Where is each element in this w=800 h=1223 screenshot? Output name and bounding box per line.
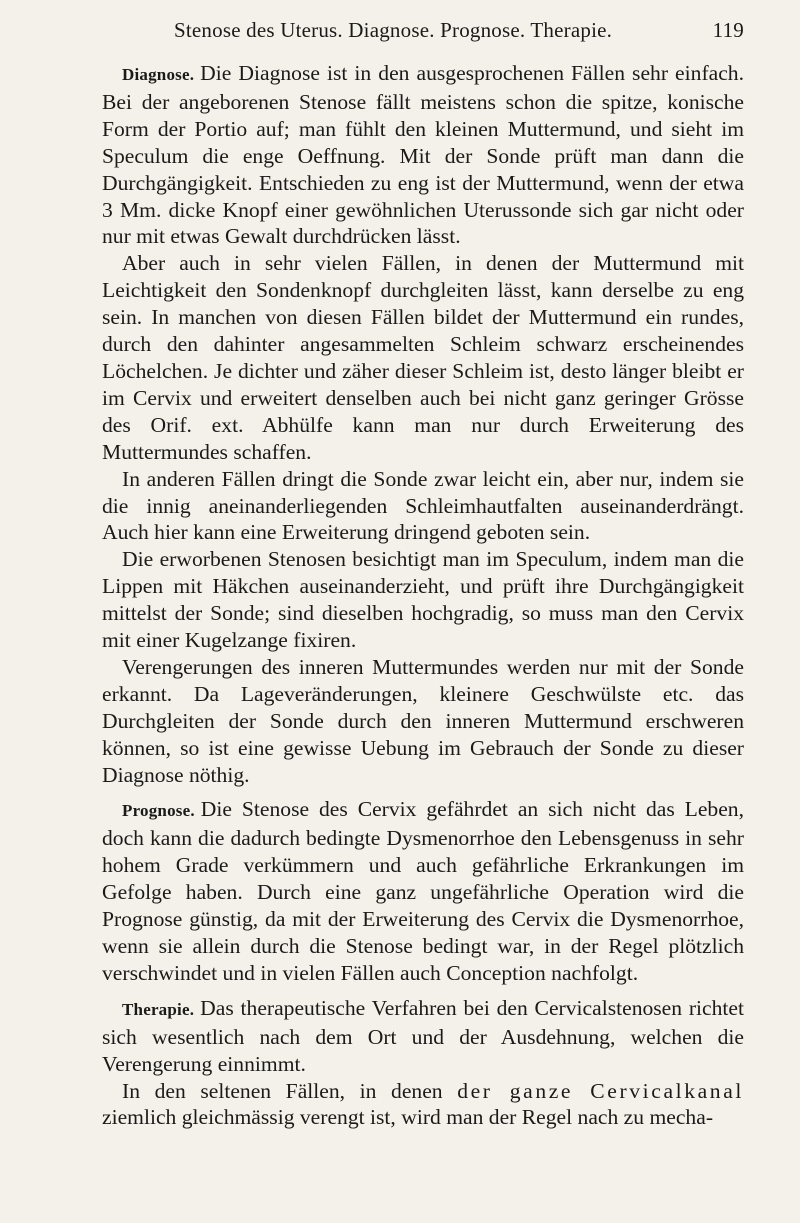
therapie-paragraph-2 xyxy=(102,1078,744,1132)
page-number: 119 xyxy=(712,18,744,42)
therapie-text-2-after: ziemlich gleichmässig verengt ist, wird man der Regel nach zu mecha- xyxy=(102,1105,714,1130)
running-head-title: Stenose des Uterus. Diagnose. Prognose. Therapie. xyxy=(174,18,613,42)
prognose-paragraph xyxy=(102,796,744,986)
therapie-text-2-before: In den seltenen Fällen, in denen xyxy=(122,1078,458,1103)
prognose-text: Die Stenose des Cervix gefährdet an sich nicht das Leben, doch kann die dadurch bedingte Dysmenorrhoe den Lebensgenuss in sehr hohem Grade verkümmern und auch gefährliche Erkrankungen im Gefolge haben. Durch eine ganz ungefährliche Operation wird die Prognose günstig, da mit der Erweiterung des Cervix die Dysmenorrhoe, wenn sie allein durch die Stenose bedingt war, in der Regel plötzlich verschwindet und in vielen Fällen auch Conception nachfolgt. xyxy=(102,797,744,985)
diagnose-text-1: Die Diagnose ist in den ausgesprochenen Fällen sehr einfach. Bei der angeborenen Stenose fällt meistens schon die spitze, konische Form der Portio auf; man fühlt den kleinen Muttermund, und sieht im Speculum die enge Oeffnung. Mit der Sonde prüft man dann die Durchgängigkeit. Entschieden zu eng ist der Muttermund, wenn der etwa 3 Mm. dicke Knopf einer gewöhnlichen Uterussonde sich gar nicht oder nur mit etwas Gewalt durchdrücken lässt. xyxy=(102,61,744,249)
diagnose-paragraph-5: Verengerungen des inneren Muttermundes werden nur mit der Sonde erkannt. Da Lageveränderungen, kleinere Geschwülste etc. das Durchgleiten der Sonde durch den inneren Muttermund erschweren können, so ist eine gewisse Uebung im Gebrauch der Sonde zu dieser Diagnose nöthig. xyxy=(102,654,744,787)
section-label-diagnose: Diagnose. xyxy=(122,65,195,84)
section-label-prognose: Prognose. xyxy=(122,801,195,821)
therapie-text-2-emphasis: der ganze Cervicalkanal xyxy=(457,1078,744,1103)
therapie-paragraph-1 xyxy=(102,995,744,1078)
diagnose-paragraph-3: In anderen Fällen dringt die Sonde zwar leicht ein, aber nur, indem sie die innig aneinanderliegenden Schleimhautfalten auseinanderdrängt. Auch hier kann eine Erweiterung dringend geboten sein. xyxy=(102,466,744,545)
diagnose-paragraph-4: Die erworbenen Stenosen besichtigt man im Speculum, indem man die Lippen mit Häkchen auseinanderzieht, und prüft ihre Durchgängigkeit mittelst der Sonde; sind dieselben hochgradig, so muss man den Cervix mit einer Kugelzange fixiren. xyxy=(102,547,744,653)
therapie-text-1: Das therapeutische Verfahren bei den Cervicalstenosen richtet sich wesentlich nach dem Ort und der Ausdehnung, welchen die Verengerung einnimmt. xyxy=(102,995,744,1076)
running-head xyxy=(102,0,744,54)
body-text xyxy=(102,60,744,1131)
diagnose-paragraph-2: Aber auch in sehr vielen Fällen, in denen der Muttermund mit Leichtigkeit den Sondenknopf durchgleiten lässt, kann derselbe zu eng sein. In manchen von diesen Fällen bildet der Muttermund ein rundes, durch den dahinter angesammelten Schleim schwarz erscheinendes Löchelchen. Je dichter und zäher dieser Schleim ist, desto länger bleibt er im Cervix und erweitert denselben auch bei nicht ganz geringer Grösse des Orif. ext. Abhülfe kann man nur durch Erweiterung des Muttermundes schaffen. xyxy=(102,251,744,464)
section-label-therapie: Therapie. xyxy=(122,999,195,1019)
diagnose-paragraph-1 xyxy=(102,60,744,250)
